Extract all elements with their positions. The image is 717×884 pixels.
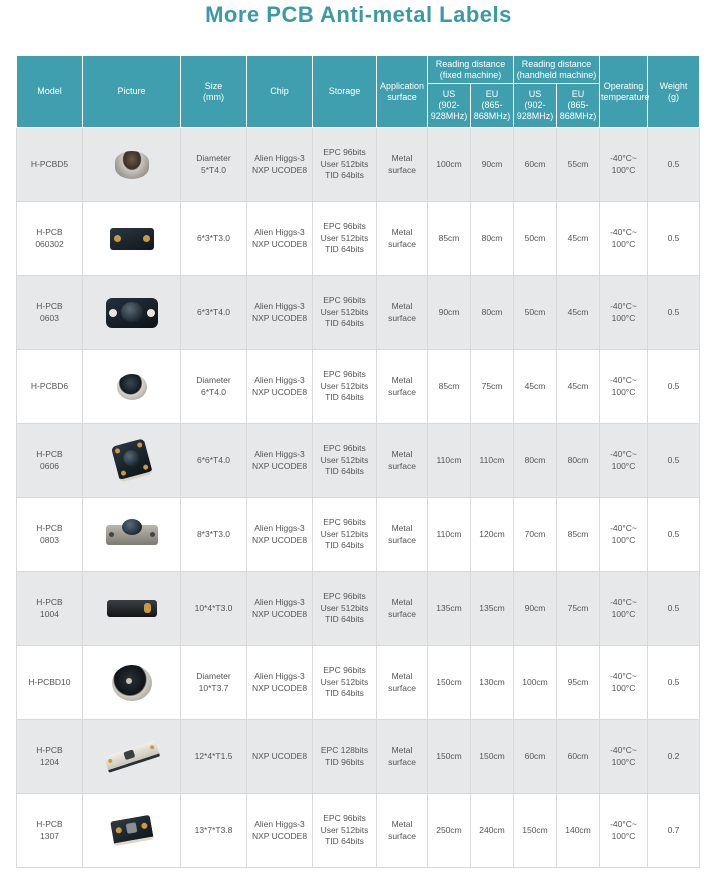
cell-chip: Alien Higgs-3 NXP UCODE8 bbox=[247, 202, 313, 276]
cell-model: H-PCBD10 bbox=[17, 646, 83, 720]
cell-weight: 0.5 bbox=[648, 424, 700, 498]
cell-picture bbox=[83, 572, 181, 646]
table-row bbox=[17, 350, 700, 424]
cell-picture bbox=[83, 646, 181, 720]
header-handheld-us: US (902- 928MHz) bbox=[514, 84, 557, 128]
cell-weight: 0.5 bbox=[648, 202, 700, 276]
cell-fixed-eu: 135cm bbox=[471, 572, 514, 646]
cell-fixed-eu: 90cm bbox=[471, 128, 514, 202]
square-dome-tag-icon bbox=[110, 438, 152, 483]
cell-weight: 0.5 bbox=[648, 128, 700, 202]
cell-handheld-eu: 45cm bbox=[557, 202, 600, 276]
cell-surface: Metal surface bbox=[377, 646, 428, 720]
cell-temperature: -40°C~ 100°C bbox=[600, 646, 648, 720]
header-size: Size (mm) bbox=[181, 56, 247, 128]
table-row bbox=[17, 498, 700, 572]
cell-picture bbox=[83, 424, 181, 498]
cell-size: 10*4*T3.0 bbox=[181, 572, 247, 646]
cell-chip: Alien Higgs-3 NXP UCODE8 bbox=[247, 646, 313, 720]
cell-fixed-us: 100cm bbox=[428, 128, 471, 202]
cell-temperature: -40°C~ 100°C bbox=[600, 350, 648, 424]
header-picture: Picture bbox=[83, 56, 181, 128]
table-row bbox=[17, 794, 700, 868]
cell-weight: 0.7 bbox=[648, 794, 700, 868]
cell-surface: Metal surface bbox=[377, 276, 428, 350]
cell-fixed-us: 110cm bbox=[428, 424, 471, 498]
cell-fixed-eu: 130cm bbox=[471, 646, 514, 720]
cell-fixed-eu: 80cm bbox=[471, 202, 514, 276]
rect-dark-tag-icon bbox=[110, 228, 154, 250]
cell-fixed-us: 85cm bbox=[428, 350, 471, 424]
cell-size: Diameter 5*T4.0 bbox=[181, 128, 247, 202]
cell-chip: NXP UCODE8 bbox=[247, 720, 313, 794]
cell-fixed-us: 150cm bbox=[428, 720, 471, 794]
cell-handheld-us: 45cm bbox=[514, 350, 557, 424]
cell-handheld-eu: 45cm bbox=[557, 350, 600, 424]
cell-chip: Alien Higgs-3 NXP UCODE8 bbox=[247, 794, 313, 868]
cell-storage: EPC 96bits User 512bits TID 64bits bbox=[313, 498, 377, 572]
cell-fixed-us: 135cm bbox=[428, 572, 471, 646]
cell-picture bbox=[83, 276, 181, 350]
cell-temperature: -40°C~ 100°C bbox=[600, 424, 648, 498]
cell-handheld-eu: 95cm bbox=[557, 646, 600, 720]
header-application: Application surface bbox=[377, 56, 428, 128]
table-row bbox=[17, 720, 700, 794]
cell-chip: Alien Higgs-3 NXP UCODE8 bbox=[247, 572, 313, 646]
cell-surface: Metal surface bbox=[377, 720, 428, 794]
cell-handheld-us: 60cm bbox=[514, 720, 557, 794]
cell-storage: EPC 96bits User 512bits TID 64bits bbox=[313, 646, 377, 720]
cell-surface: Metal surface bbox=[377, 498, 428, 572]
cell-temperature: -40°C~ 100°C bbox=[600, 128, 648, 202]
cell-surface: Metal surface bbox=[377, 572, 428, 646]
table-row bbox=[17, 424, 700, 498]
cell-size: 8*3*T3.0 bbox=[181, 498, 247, 572]
cell-model: H-PCB 0803 bbox=[17, 498, 83, 572]
rect-chip-tag-icon bbox=[110, 815, 154, 847]
table-row bbox=[17, 646, 700, 720]
cell-surface: Metal surface bbox=[377, 128, 428, 202]
cell-fixed-eu: 240cm bbox=[471, 794, 514, 868]
header-reading-handheld: Reading distance (handheld machine) bbox=[514, 56, 600, 84]
cell-handheld-eu: 80cm bbox=[557, 424, 600, 498]
cell-size: 6*3*T4.0 bbox=[181, 276, 247, 350]
table-row bbox=[17, 572, 700, 646]
cell-storage: EPC 96bits User 512bits TID 64bits bbox=[313, 128, 377, 202]
cell-model: H-PCB 0603 bbox=[17, 276, 83, 350]
cell-temperature: -40°C~ 100°C bbox=[600, 498, 648, 572]
large-round-tag-icon bbox=[112, 665, 152, 701]
cell-picture bbox=[83, 350, 181, 424]
cell-temperature: -40°C~ 100°C bbox=[600, 720, 648, 794]
cell-picture bbox=[83, 794, 181, 868]
cell-storage: EPC 96bits User 512bits TID 64bits bbox=[313, 794, 377, 868]
cell-fixed-eu: 80cm bbox=[471, 276, 514, 350]
cell-fixed-us: 90cm bbox=[428, 276, 471, 350]
cell-weight: 0.5 bbox=[648, 572, 700, 646]
cell-fixed-us: 250cm bbox=[428, 794, 471, 868]
cell-storage: EPC 96bits User 512bits TID 64bits bbox=[313, 350, 377, 424]
cell-handheld-us: 60cm bbox=[514, 128, 557, 202]
header-fixed-eu: EU (865- 868MHz) bbox=[471, 84, 514, 128]
cell-picture bbox=[83, 202, 181, 276]
cell-fixed-us: 85cm bbox=[428, 202, 471, 276]
header-chip: Chip bbox=[247, 56, 313, 128]
cell-picture bbox=[83, 720, 181, 794]
cell-chip: Alien Higgs-3 NXP UCODE8 bbox=[247, 498, 313, 572]
flat-rect-tag-icon bbox=[107, 600, 157, 617]
cell-size: Diameter 10*T3.7 bbox=[181, 646, 247, 720]
header-handheld-eu: EU (865- 868MHz) bbox=[557, 84, 600, 128]
cell-weight: 0.5 bbox=[648, 350, 700, 424]
cell-model: H-PCBD5 bbox=[17, 128, 83, 202]
cell-storage: EPC 96bits User 512bits TID 64bits bbox=[313, 202, 377, 276]
cell-temperature: -40°C~ 100°C bbox=[600, 572, 648, 646]
round-silver-tag-icon bbox=[115, 151, 149, 179]
cell-handheld-us: 70cm bbox=[514, 498, 557, 572]
cell-surface: Metal surface bbox=[377, 794, 428, 868]
cell-surface: Metal surface bbox=[377, 424, 428, 498]
header-reading-fixed: Reading distance (fixed machine) bbox=[428, 56, 514, 84]
cell-handheld-us: 100cm bbox=[514, 646, 557, 720]
table-header bbox=[17, 56, 700, 128]
cell-weight: 0.5 bbox=[648, 498, 700, 572]
cell-chip: Alien Higgs-3 NXP UCODE8 bbox=[247, 128, 313, 202]
cell-handheld-eu: 55cm bbox=[557, 128, 600, 202]
cell-fixed-eu: 110cm bbox=[471, 424, 514, 498]
table-row bbox=[17, 128, 700, 202]
cell-temperature: -40°C~ 100°C bbox=[600, 202, 648, 276]
header-fixed-us: US (902- 928MHz) bbox=[428, 84, 471, 128]
cell-temperature: -40°C~ 100°C bbox=[600, 794, 648, 868]
cell-storage: EPC 96bits User 512bits TID 64bits bbox=[313, 572, 377, 646]
cell-fixed-us: 150cm bbox=[428, 646, 471, 720]
cell-chip: Alien Higgs-3 NXP UCODE8 bbox=[247, 350, 313, 424]
cell-model: H-PCB 060302 bbox=[17, 202, 83, 276]
cell-model: H-PCB 1004 bbox=[17, 572, 83, 646]
cell-handheld-eu: 60cm bbox=[557, 720, 600, 794]
cell-handheld-us: 150cm bbox=[514, 794, 557, 868]
cell-handheld-us: 90cm bbox=[514, 572, 557, 646]
cell-fixed-eu: 150cm bbox=[471, 720, 514, 794]
cell-handheld-us: 50cm bbox=[514, 202, 557, 276]
header-operating-temperature: Operating temperature bbox=[600, 56, 648, 128]
cell-model: H-PCB 1204 bbox=[17, 720, 83, 794]
cell-model: H-PCB 1307 bbox=[17, 794, 83, 868]
header-storage: Storage bbox=[313, 56, 377, 128]
cell-size: 6*3*T3.0 bbox=[181, 202, 247, 276]
cell-picture bbox=[83, 128, 181, 202]
cell-temperature: -40°C~ 100°C bbox=[600, 276, 648, 350]
cell-storage: EPC 96bits User 512bits TID 64bits bbox=[313, 276, 377, 350]
cell-picture bbox=[83, 498, 181, 572]
cell-storage: EPC 128bits TID 96bits bbox=[313, 720, 377, 794]
cell-handheld-eu: 45cm bbox=[557, 276, 600, 350]
cell-handheld-eu: 140cm bbox=[557, 794, 600, 868]
cell-handheld-us: 50cm bbox=[514, 276, 557, 350]
cell-model: H-PCB 0606 bbox=[17, 424, 83, 498]
cell-weight: 0.5 bbox=[648, 276, 700, 350]
table-row bbox=[17, 202, 700, 276]
cell-handheld-eu: 75cm bbox=[557, 572, 600, 646]
header-model: Model bbox=[17, 56, 83, 128]
table-row bbox=[17, 276, 700, 350]
cell-size: 13*7*T3.8 bbox=[181, 794, 247, 868]
header-weight: Weight (g) bbox=[648, 56, 700, 128]
table-body bbox=[17, 128, 700, 868]
cell-fixed-eu: 120cm bbox=[471, 498, 514, 572]
round-dome-tag-icon bbox=[117, 374, 147, 400]
cell-handheld-us: 80cm bbox=[514, 424, 557, 498]
product-table bbox=[16, 55, 700, 868]
cell-fixed-us: 110cm bbox=[428, 498, 471, 572]
cell-surface: Metal surface bbox=[377, 202, 428, 276]
cell-storage: EPC 96bits User 512bits TID 64bits bbox=[313, 424, 377, 498]
page-title: More PCB Anti-metal Labels bbox=[205, 2, 512, 27]
cell-size: 12*4*T1.5 bbox=[181, 720, 247, 794]
cell-chip: Alien Higgs-3 NXP UCODE8 bbox=[247, 276, 313, 350]
dome-dark-tag-icon bbox=[106, 298, 158, 328]
product-table-container bbox=[16, 55, 699, 868]
cell-model: H-PCBD6 bbox=[17, 350, 83, 424]
long-dome-tag-icon bbox=[106, 525, 158, 545]
cell-handheld-eu: 85cm bbox=[557, 498, 600, 572]
cell-surface: Metal surface bbox=[377, 350, 428, 424]
slim-white-tag-icon bbox=[103, 740, 160, 773]
cell-weight: 0.5 bbox=[648, 646, 700, 720]
cell-chip: Alien Higgs-3 NXP UCODE8 bbox=[247, 424, 313, 498]
cell-weight: 0.2 bbox=[648, 720, 700, 794]
cell-fixed-eu: 75cm bbox=[471, 350, 514, 424]
cell-size: 6*6*T4.0 bbox=[181, 424, 247, 498]
cell-size: Diameter 6*T4.0 bbox=[181, 350, 247, 424]
